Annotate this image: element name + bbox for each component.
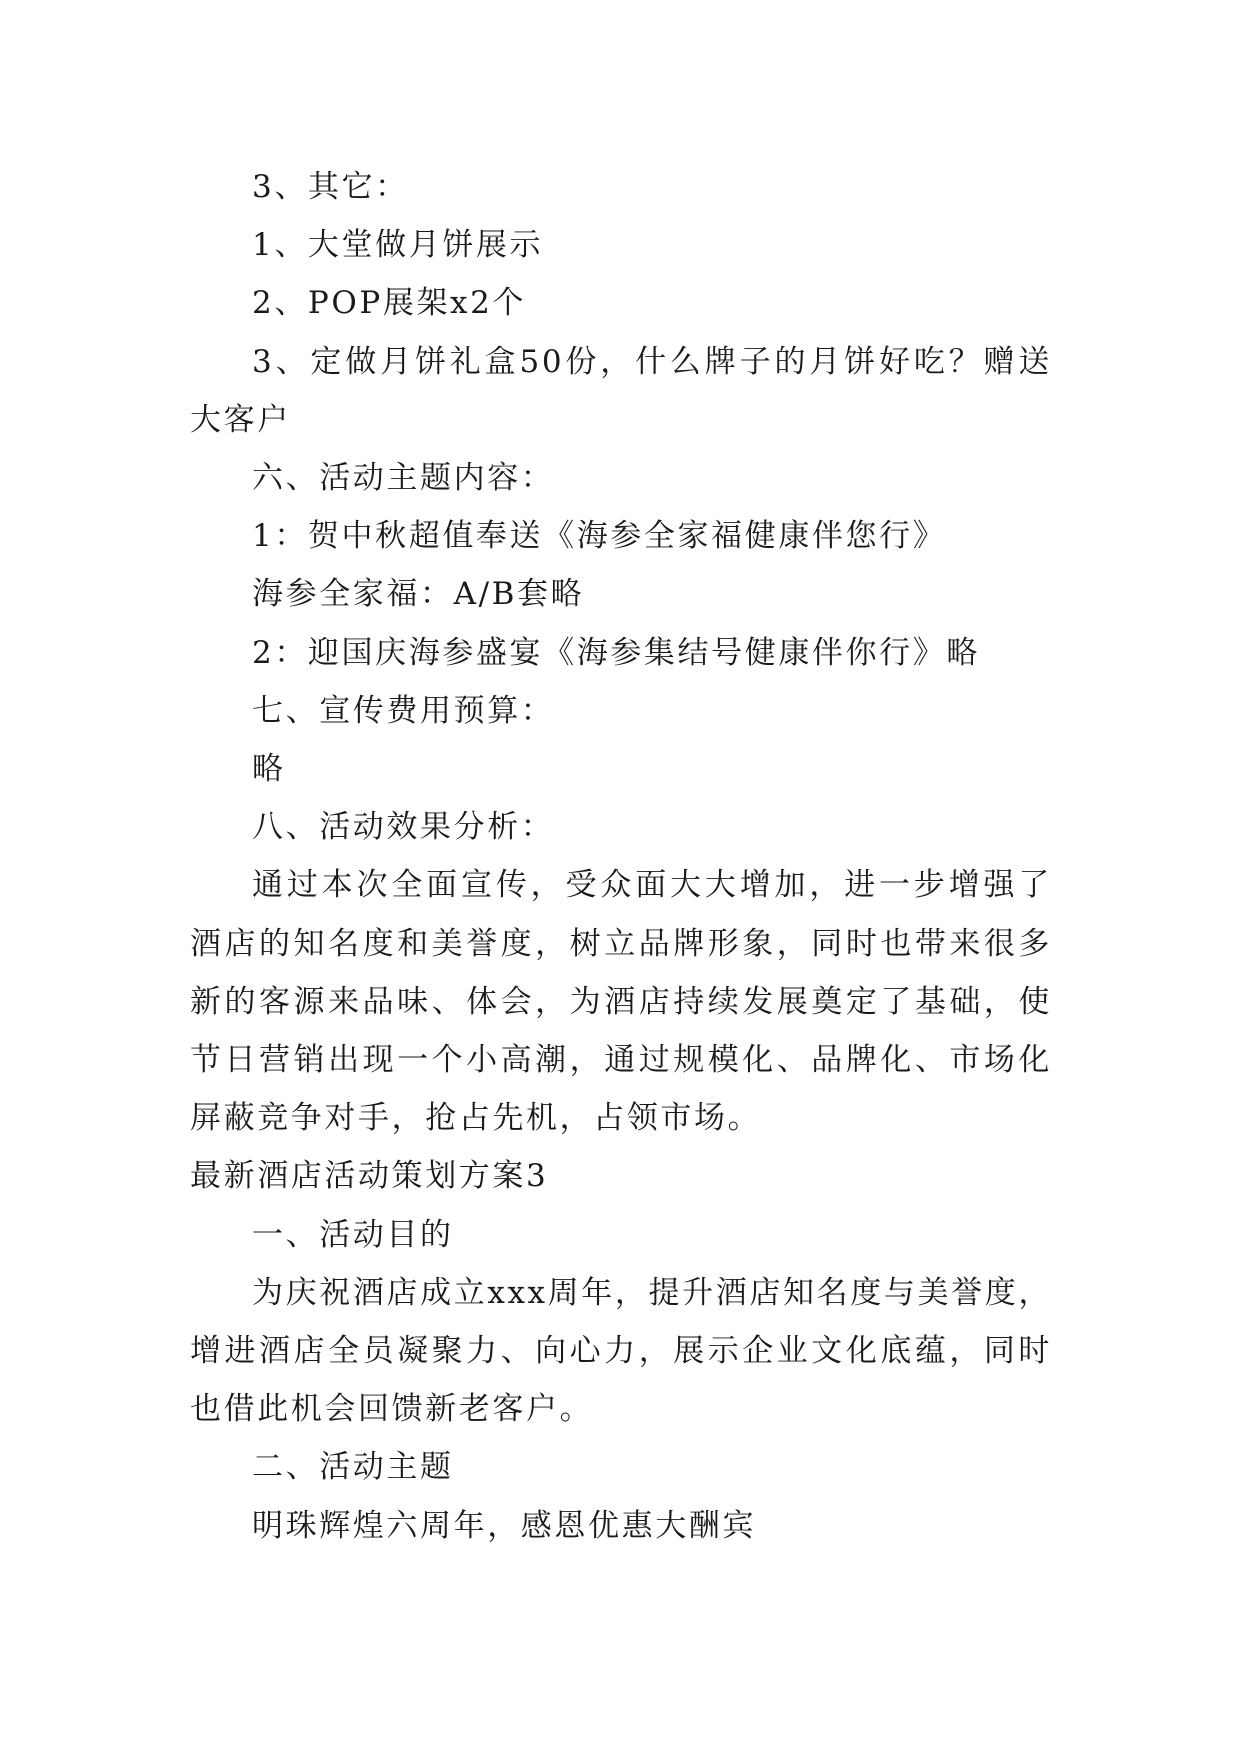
section-heading-effect-analysis: 八、活动效果分析： [252, 809, 555, 846]
section-heading-theme: 二、活动主题 [252, 1449, 454, 1486]
theme-item-family-set: 海参全家福：A/B套略 [252, 576, 585, 613]
theme-item-national-day: 2：迎国庆海参盛宴《海参集结号健康伴你行》略 [252, 634, 980, 671]
document-body [190, 158, 1052, 1555]
list-item-other: 3、其它： [252, 169, 409, 205]
purpose-paragraph: 为庆祝酒店成立xxx周年，提升酒店知名度与美誉度，增进酒店全员凝聚力、向心力，展示企业文化底蕴，同时也借此机会回馈新老客户。 [190, 1274, 1052, 1428]
theme-paragraph: 明珠辉煌六周年，感恩优惠大酬宾 [252, 1507, 756, 1544]
section-heading-theme-content: 六、活动主题内容： [252, 460, 555, 497]
section-heading-purpose: 一、活动目的 [252, 1216, 454, 1253]
budget-text: 略 [252, 751, 286, 788]
document-title-plan-3: 最新酒店活动策划方案3 [190, 1158, 549, 1195]
section-heading-budget: 七、宣传费用预算： [252, 692, 555, 729]
list-item-pop-stand: 2、POP展架x2个 [252, 285, 527, 322]
list-item-gift-box: 3、定做月饼礼盒50份，什么牌子的月饼好吃？赠送大客户 [190, 343, 1052, 438]
effect-analysis-paragraph: 通过本次全面宣传，受众面大大增加，进一步增强了酒店的知名度和美誉度，树立品牌形象，同时也带来很多新的客源来品味、体会，为酒店持续发展奠定了基础，使节日营销出现一个小高潮，通过规模化、品牌化、市场化屏蔽竞争对手，抢占先机，占领市场。 [190, 867, 1052, 1137]
list-item-lobby-display: 1、大堂做月饼展示 [252, 227, 544, 264]
theme-item-mid-autumn: 1：贺中秋超值奉送《海参全家福健康伴您行》 [252, 518, 947, 555]
